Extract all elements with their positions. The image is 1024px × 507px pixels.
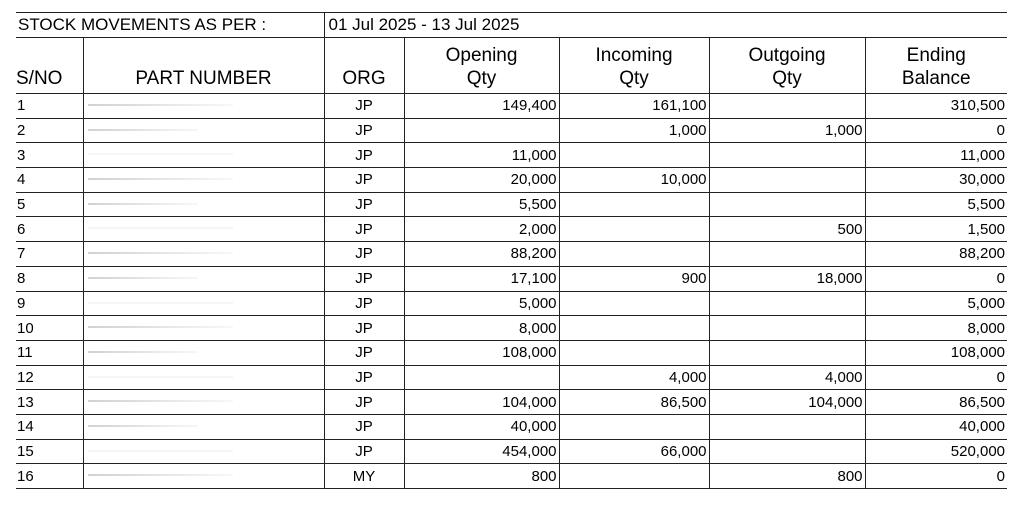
cell-incoming-qty (559, 242, 709, 267)
cell-incoming-qty: 900 (559, 266, 709, 291)
cell-opening-qty (404, 118, 559, 143)
cell-part-number (83, 390, 324, 415)
cell-opening-qty: 11,000 (404, 143, 559, 168)
header-org: ORG (324, 38, 404, 94)
cell-org: JP (324, 291, 404, 316)
cell-org: JP (324, 414, 404, 439)
header-outgoing-line2: Qty (772, 68, 802, 89)
cell-incoming-qty (559, 464, 709, 489)
cell-ending-balance: 88,200 (865, 242, 1007, 267)
redacted-part-number (88, 203, 198, 205)
cell-part-number (83, 316, 324, 341)
cell-incoming-qty (559, 340, 709, 365)
table-row (16, 118, 1007, 143)
cell-opening-qty: 5,000 (404, 291, 559, 316)
cell-org: JP (324, 192, 404, 217)
cell-opening-qty: 88,200 (404, 242, 559, 267)
header-ending-line1: Ending (906, 45, 966, 66)
cell-outgoing-qty (709, 242, 865, 267)
cell-opening-qty: 5,500 (404, 192, 559, 217)
redacted-part-number (88, 178, 233, 180)
cell-incoming-qty: 1,000 (559, 118, 709, 143)
redacted-part-number (88, 351, 198, 353)
cell-opening-qty: 104,000 (404, 390, 559, 415)
redacted-part-number (88, 277, 198, 279)
cell-part-number (83, 464, 324, 489)
cell-sno: 6 (16, 217, 83, 242)
table-row (16, 192, 1007, 217)
cell-outgoing-qty (709, 168, 865, 193)
cell-part-number (83, 168, 324, 193)
cell-outgoing-qty (709, 439, 865, 464)
cell-incoming-qty: 161,100 (559, 94, 709, 119)
report-title-label: STOCK MOVEMENTS AS PER : (16, 13, 324, 38)
redacted-part-number (88, 104, 233, 106)
cell-sno: 15 (16, 439, 83, 464)
cell-org: JP (324, 439, 404, 464)
cell-ending-balance: 108,000 (865, 340, 1007, 365)
header-row (16, 38, 1007, 94)
table-row (16, 168, 1007, 193)
cell-ending-balance: 520,000 (865, 439, 1007, 464)
redacted-part-number (88, 376, 233, 378)
cell-sno: 10 (16, 316, 83, 341)
cell-opening-qty: 108,000 (404, 340, 559, 365)
redacted-part-number (88, 326, 233, 328)
redacted-part-number (88, 302, 233, 304)
cell-part-number (83, 266, 324, 291)
header-opening-line2: Qty (466, 68, 497, 89)
cell-opening-qty: 2,000 (404, 217, 559, 242)
cell-outgoing-qty: 500 (709, 217, 865, 242)
cell-outgoing-qty (709, 143, 865, 168)
cell-opening-qty (404, 365, 559, 390)
header-outgoing-line1: Outgoing (748, 45, 826, 66)
redacted-part-number (88, 129, 198, 131)
cell-ending-balance: 11,000 (865, 143, 1007, 168)
cell-incoming-qty (559, 316, 709, 341)
table-row (16, 390, 1007, 415)
cell-outgoing-qty (709, 316, 865, 341)
cell-org: JP (324, 94, 404, 119)
cell-outgoing-qty (709, 414, 865, 439)
table-row (16, 143, 1007, 168)
table-row (16, 439, 1007, 464)
table-row (16, 217, 1007, 242)
header-sno: S/NO (16, 38, 83, 94)
table-row (16, 464, 1007, 489)
table-row (16, 291, 1007, 316)
cell-sno: 7 (16, 242, 83, 267)
table-row (16, 266, 1007, 291)
cell-part-number (83, 118, 324, 143)
cell-outgoing-qty: 104,000 (709, 390, 865, 415)
title-row (16, 13, 1007, 38)
table-row (16, 340, 1007, 365)
cell-incoming-qty (559, 217, 709, 242)
redacted-part-number (88, 474, 233, 476)
header-part-number: PART NUMBER (83, 38, 324, 94)
cell-opening-qty: 800 (404, 464, 559, 489)
cell-opening-qty: 20,000 (404, 168, 559, 193)
cell-ending-balance: 0 (865, 464, 1007, 489)
cell-incoming-qty (559, 291, 709, 316)
cell-opening-qty: 149,400 (404, 94, 559, 119)
table-row (16, 94, 1007, 119)
cell-org: JP (324, 390, 404, 415)
cell-outgoing-qty: 800 (709, 464, 865, 489)
cell-ending-balance: 0 (865, 266, 1007, 291)
redacted-part-number (88, 227, 233, 229)
cell-opening-qty: 8,000 (404, 316, 559, 341)
cell-org: JP (324, 118, 404, 143)
cell-ending-balance: 0 (865, 365, 1007, 390)
cell-ending-balance: 5,500 (865, 192, 1007, 217)
header-opening-qty (404, 38, 559, 94)
cell-part-number (83, 365, 324, 390)
header-incoming-line2: Qty (619, 68, 649, 89)
redacted-part-number (88, 400, 233, 402)
cell-sno: 16 (16, 464, 83, 489)
cell-opening-qty: 454,000 (404, 439, 559, 464)
cell-outgoing-qty (709, 340, 865, 365)
cell-incoming-qty: 4,000 (559, 365, 709, 390)
cell-incoming-qty: 66,000 (559, 439, 709, 464)
header-opening-line1: Opening (445, 45, 518, 66)
cell-outgoing-qty (709, 94, 865, 119)
cell-outgoing-qty (709, 192, 865, 217)
cell-incoming-qty: 10,000 (559, 168, 709, 193)
redacted-part-number (88, 450, 233, 452)
table-row (16, 414, 1007, 439)
cell-org: JP (324, 168, 404, 193)
cell-sno: 11 (16, 340, 83, 365)
cell-part-number (83, 291, 324, 316)
cell-part-number (83, 217, 324, 242)
table-row (16, 242, 1007, 267)
cell-sno: 3 (16, 143, 83, 168)
table-body (16, 94, 1007, 489)
cell-org: JP (324, 316, 404, 341)
cell-opening-qty: 17,100 (404, 266, 559, 291)
cell-org: JP (324, 217, 404, 242)
cell-opening-qty: 40,000 (404, 414, 559, 439)
cell-ending-balance: 8,000 (865, 316, 1007, 341)
header-outgoing-qty (709, 38, 865, 94)
cell-part-number (83, 192, 324, 217)
header-ending-balance (865, 38, 1007, 94)
table-row (16, 316, 1007, 341)
redacted-part-number (88, 425, 198, 427)
cell-org: JP (324, 143, 404, 168)
cell-outgoing-qty: 4,000 (709, 365, 865, 390)
cell-sno: 1 (16, 94, 83, 119)
cell-ending-balance: 86,500 (865, 390, 1007, 415)
cell-ending-balance: 5,000 (865, 291, 1007, 316)
redacted-part-number (88, 252, 233, 254)
cell-part-number (83, 94, 324, 119)
cell-sno: 13 (16, 390, 83, 415)
cell-outgoing-qty: 18,000 (709, 266, 865, 291)
cell-sno: 4 (16, 168, 83, 193)
cell-sno: 5 (16, 192, 83, 217)
cell-incoming-qty (559, 192, 709, 217)
cell-part-number (83, 414, 324, 439)
cell-part-number (83, 439, 324, 464)
redacted-part-number (88, 153, 233, 155)
header-incoming-line1: Incoming (595, 45, 673, 66)
header-incoming-qty (559, 38, 709, 94)
cell-ending-balance: 0 (865, 118, 1007, 143)
cell-org: JP (324, 340, 404, 365)
header-ending-line2: Balance (901, 68, 971, 89)
cell-incoming-qty (559, 414, 709, 439)
cell-sno: 8 (16, 266, 83, 291)
cell-outgoing-qty (709, 291, 865, 316)
stock-movement-report (16, 12, 1007, 489)
cell-part-number (83, 242, 324, 267)
cell-org: JP (324, 242, 404, 267)
cell-incoming-qty (559, 143, 709, 168)
cell-part-number (83, 143, 324, 168)
cell-ending-balance: 40,000 (865, 414, 1007, 439)
table-row (16, 365, 1007, 390)
cell-ending-balance: 30,000 (865, 168, 1007, 193)
cell-org: JP (324, 365, 404, 390)
cell-org: JP (324, 266, 404, 291)
cell-org: MY (324, 464, 404, 489)
cell-part-number (83, 340, 324, 365)
cell-ending-balance: 1,500 (865, 217, 1007, 242)
cell-ending-balance: 310,500 (865, 94, 1007, 119)
cell-outgoing-qty: 1,000 (709, 118, 865, 143)
report-period: 01 Jul 2025 - 13 Jul 2025 (324, 13, 1007, 38)
cell-sno: 2 (16, 118, 83, 143)
cell-incoming-qty: 86,500 (559, 390, 709, 415)
stock-movement-table (16, 12, 1007, 489)
cell-sno: 12 (16, 365, 83, 390)
cell-sno: 9 (16, 291, 83, 316)
cell-sno: 14 (16, 414, 83, 439)
